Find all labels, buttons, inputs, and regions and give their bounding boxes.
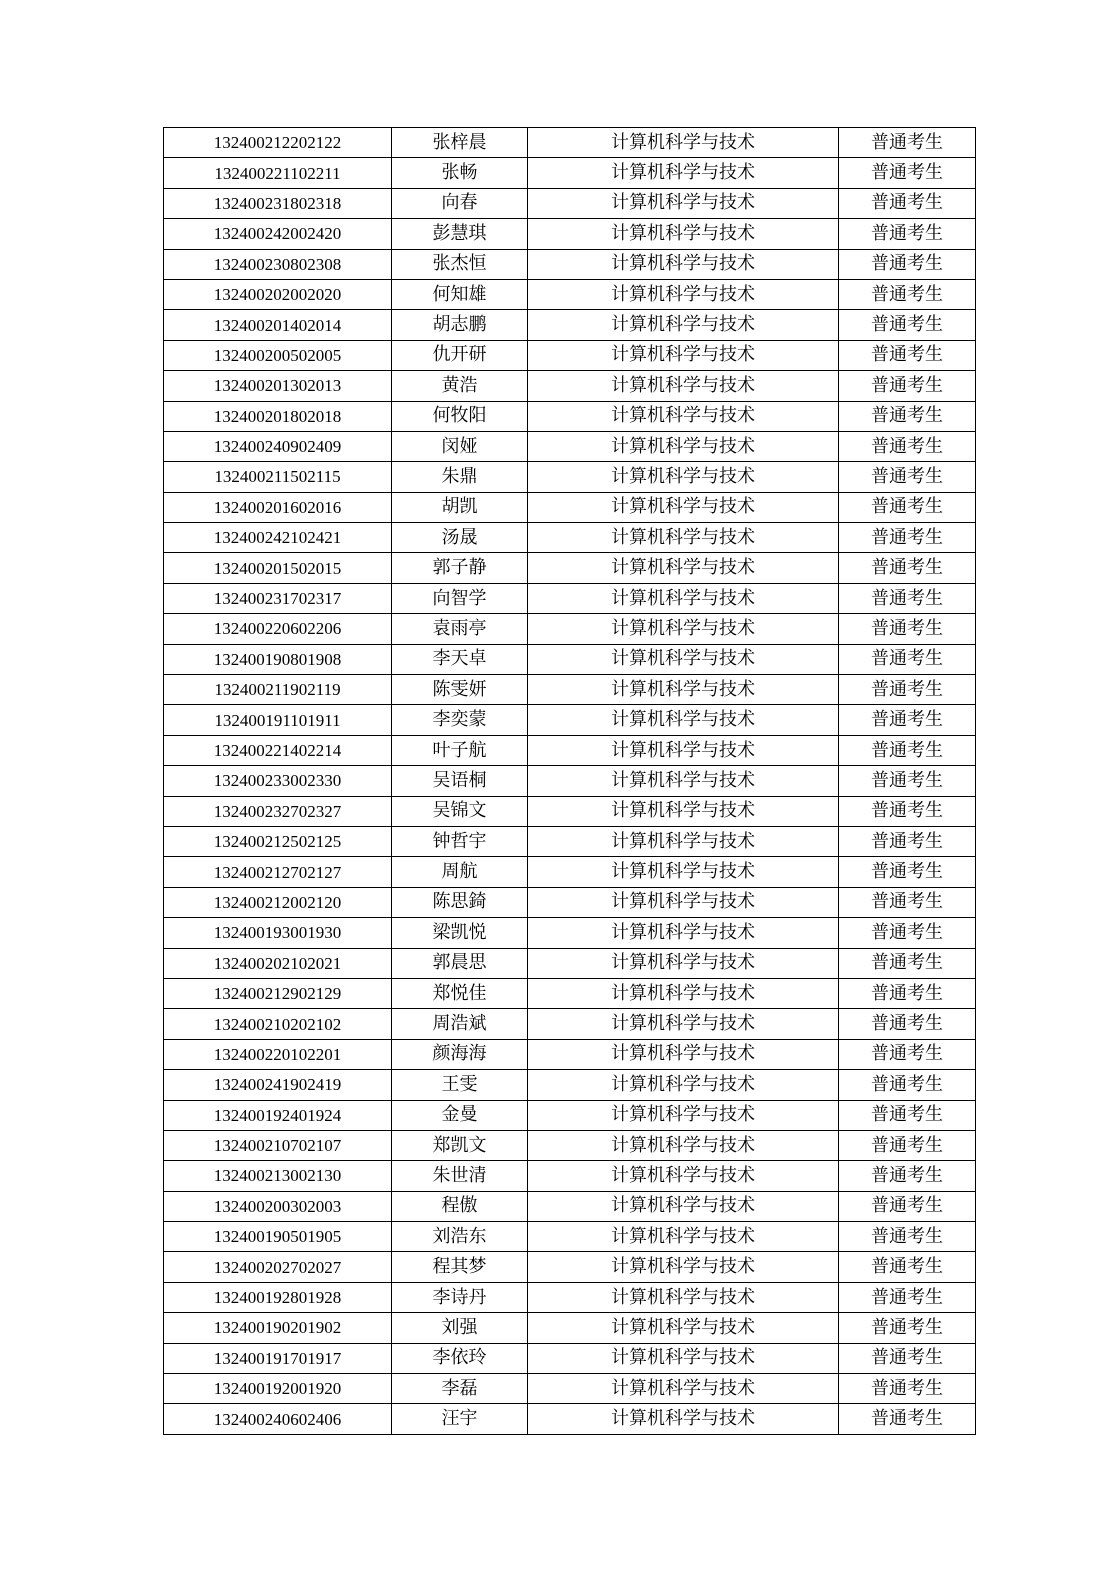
candidate-type-cell: 普通考生 (839, 948, 976, 978)
major-cell: 计算机科学与技术 (528, 188, 839, 218)
major-cell: 计算机科学与技术 (528, 1252, 839, 1282)
student-id-cell: 132400241902419 (164, 1070, 392, 1100)
table-row (164, 128, 976, 158)
student-id-cell: 132400190201902 (164, 1313, 392, 1343)
student-id-cell: 132400192001920 (164, 1374, 392, 1404)
candidate-type-cell: 普通考生 (839, 887, 976, 917)
major-cell: 计算机科学与技术 (528, 1161, 839, 1191)
student-name-cell: 吴语桐 (392, 766, 528, 796)
major-cell: 计算机科学与技术 (528, 583, 839, 613)
student-name-cell: 金曼 (392, 1100, 528, 1130)
major-cell: 计算机科学与技术 (528, 857, 839, 887)
candidate-type-cell: 普通考生 (839, 918, 976, 948)
major-cell: 计算机科学与技术 (528, 1282, 839, 1312)
table-row (164, 1039, 976, 1069)
candidate-type-cell: 普通考生 (839, 431, 976, 461)
student-name-cell: 朱鼎 (392, 462, 528, 492)
candidate-type-cell: 普通考生 (839, 644, 976, 674)
table-row (164, 705, 976, 735)
major-cell: 计算机科学与技术 (528, 219, 839, 249)
major-cell: 计算机科学与技术 (528, 796, 839, 826)
candidate-type-cell: 普通考生 (839, 1404, 976, 1434)
candidate-type-cell: 普通考生 (839, 1161, 976, 1191)
candidate-type-cell: 普通考生 (839, 1039, 976, 1069)
student-name-cell: 胡凯 (392, 492, 528, 522)
major-cell: 计算机科学与技术 (528, 340, 839, 370)
student-name-cell: 李奕蒙 (392, 705, 528, 735)
table-row (164, 1404, 976, 1434)
candidate-type-cell: 普通考生 (839, 188, 976, 218)
student-id-cell: 132400192401924 (164, 1100, 392, 1130)
table-row (164, 1100, 976, 1130)
student-name-cell: 向春 (392, 188, 528, 218)
table-row (164, 735, 976, 765)
table-row (164, 310, 976, 340)
table-row (164, 188, 976, 218)
student-id-cell: 132400190801908 (164, 644, 392, 674)
student-id-cell: 132400202002020 (164, 279, 392, 309)
student-roster-table (163, 127, 976, 1435)
major-cell: 计算机科学与技术 (528, 675, 839, 705)
student-name-cell: 张梓晨 (392, 128, 528, 158)
major-cell: 计算机科学与技术 (528, 735, 839, 765)
major-cell: 计算机科学与技术 (528, 705, 839, 735)
student-name-cell: 李依玲 (392, 1343, 528, 1373)
candidate-type-cell: 普通考生 (839, 1130, 976, 1160)
table-row (164, 857, 976, 887)
table-row (164, 826, 976, 856)
student-name-cell: 胡志鹏 (392, 310, 528, 340)
student-name-cell: 郑悦佳 (392, 978, 528, 1008)
student-name-cell: 钟哲宇 (392, 826, 528, 856)
student-name-cell: 汤晟 (392, 523, 528, 553)
student-name-cell: 仇开研 (392, 340, 528, 370)
student-id-cell: 132400202102021 (164, 948, 392, 978)
table-row (164, 401, 976, 431)
student-id-cell: 132400221102211 (164, 158, 392, 188)
major-cell: 计算机科学与技术 (528, 918, 839, 948)
table-row (164, 675, 976, 705)
table-row (164, 553, 976, 583)
candidate-type-cell: 普通考生 (839, 492, 976, 522)
student-id-cell: 132400242002420 (164, 219, 392, 249)
student-name-cell: 刘强 (392, 1313, 528, 1343)
student-id-cell: 132400211902119 (164, 675, 392, 705)
table-row (164, 796, 976, 826)
candidate-type-cell: 普通考生 (839, 553, 976, 583)
candidate-type-cell: 普通考生 (839, 401, 976, 431)
candidate-type-cell: 普通考生 (839, 371, 976, 401)
student-id-cell: 132400231802318 (164, 188, 392, 218)
student-name-cell: 郑凯文 (392, 1130, 528, 1160)
table-row (164, 1222, 976, 1252)
student-name-cell: 刘浩东 (392, 1222, 528, 1252)
table-row (164, 614, 976, 644)
table-row (164, 340, 976, 370)
table-row (164, 1252, 976, 1282)
table-row (164, 644, 976, 674)
student-id-cell: 132400200302003 (164, 1191, 392, 1221)
table-row (164, 1343, 976, 1373)
student-id-cell: 132400191101911 (164, 705, 392, 735)
student-name-cell: 陈思錡 (392, 887, 528, 917)
candidate-type-cell: 普通考生 (839, 1282, 976, 1312)
student-name-cell: 郭晨思 (392, 948, 528, 978)
student-id-cell: 132400240902409 (164, 431, 392, 461)
candidate-type-cell: 普通考生 (839, 340, 976, 370)
student-id-cell: 132400220602206 (164, 614, 392, 644)
table-row (164, 948, 976, 978)
student-name-cell: 张杰恒 (392, 249, 528, 279)
candidate-type-cell: 普通考生 (839, 249, 976, 279)
student-name-cell: 程傲 (392, 1191, 528, 1221)
student-id-cell: 132400212202122 (164, 128, 392, 158)
student-id-cell: 132400191701917 (164, 1343, 392, 1373)
student-name-cell: 李诗丹 (392, 1282, 528, 1312)
student-name-cell: 黄浩 (392, 371, 528, 401)
candidate-type-cell: 普通考生 (839, 978, 976, 1008)
candidate-type-cell: 普通考生 (839, 128, 976, 158)
student-id-cell: 132400192801928 (164, 1282, 392, 1312)
major-cell: 计算机科学与技术 (528, 1404, 839, 1434)
major-cell: 计算机科学与技术 (528, 128, 839, 158)
major-cell: 计算机科学与技术 (528, 249, 839, 279)
candidate-type-cell: 普通考生 (839, 1191, 976, 1221)
table-row (164, 492, 976, 522)
student-id-cell: 132400201802018 (164, 401, 392, 431)
candidate-type-cell: 普通考生 (839, 735, 976, 765)
table-row (164, 249, 976, 279)
student-name-cell: 陈雯妍 (392, 675, 528, 705)
major-cell: 计算机科学与技术 (528, 371, 839, 401)
table-row (164, 978, 976, 1008)
major-cell: 计算机科学与技术 (528, 644, 839, 674)
student-id-cell: 132400201502015 (164, 553, 392, 583)
student-id-cell: 132400212502125 (164, 826, 392, 856)
major-cell: 计算机科学与技术 (528, 158, 839, 188)
student-id-cell: 132400211502115 (164, 462, 392, 492)
student-name-cell: 程其梦 (392, 1252, 528, 1282)
candidate-type-cell: 普通考生 (839, 583, 976, 613)
student-name-cell: 彭慧琪 (392, 219, 528, 249)
student-name-cell: 叶子航 (392, 735, 528, 765)
major-cell: 计算机科学与技术 (528, 1039, 839, 1069)
student-id-cell: 132400221402214 (164, 735, 392, 765)
major-cell: 计算机科学与技术 (528, 523, 839, 553)
student-name-cell: 周航 (392, 857, 528, 887)
table-row (164, 1070, 976, 1100)
table-row (164, 583, 976, 613)
student-name-cell: 张畅 (392, 158, 528, 188)
major-cell: 计算机科学与技术 (528, 978, 839, 1008)
student-id-cell: 132400210702107 (164, 1130, 392, 1160)
candidate-type-cell: 普通考生 (839, 523, 976, 553)
major-cell: 计算机科学与技术 (528, 1313, 839, 1343)
candidate-type-cell: 普通考生 (839, 675, 976, 705)
student-name-cell: 颜海海 (392, 1039, 528, 1069)
student-id-cell: 132400233002330 (164, 766, 392, 796)
candidate-type-cell: 普通考生 (839, 857, 976, 887)
table-row (164, 158, 976, 188)
student-id-cell: 132400201302013 (164, 371, 392, 401)
student-name-cell: 李磊 (392, 1374, 528, 1404)
student-id-cell: 132400240602406 (164, 1404, 392, 1434)
major-cell: 计算机科学与技术 (528, 431, 839, 461)
student-id-cell: 132400201602016 (164, 492, 392, 522)
major-cell: 计算机科学与技术 (528, 887, 839, 917)
candidate-type-cell: 普通考生 (839, 219, 976, 249)
student-id-cell: 132400210202102 (164, 1009, 392, 1039)
candidate-type-cell: 普通考生 (839, 1100, 976, 1130)
student-id-cell: 132400190501905 (164, 1222, 392, 1252)
table-row (164, 1161, 976, 1191)
student-id-cell: 132400242102421 (164, 523, 392, 553)
table-row (164, 1374, 976, 1404)
student-id-cell: 132400231702317 (164, 583, 392, 613)
student-name-cell: 李天卓 (392, 644, 528, 674)
table-row (164, 766, 976, 796)
candidate-type-cell: 普通考生 (839, 705, 976, 735)
candidate-type-cell: 普通考生 (839, 826, 976, 856)
candidate-type-cell: 普通考生 (839, 1343, 976, 1373)
student-name-cell: 向智学 (392, 583, 528, 613)
major-cell: 计算机科学与技术 (528, 1100, 839, 1130)
student-id-cell: 132400230802308 (164, 249, 392, 279)
student-name-cell: 何牧阳 (392, 401, 528, 431)
major-cell: 计算机科学与技术 (528, 1130, 839, 1160)
student-name-cell: 朱世清 (392, 1161, 528, 1191)
student-name-cell: 梁凯悦 (392, 918, 528, 948)
table-row (164, 462, 976, 492)
candidate-type-cell: 普通考生 (839, 158, 976, 188)
candidate-type-cell: 普通考生 (839, 1374, 976, 1404)
major-cell: 计算机科学与技术 (528, 1374, 839, 1404)
student-id-cell: 132400212902129 (164, 978, 392, 1008)
candidate-type-cell: 普通考生 (839, 766, 976, 796)
student-id-cell: 132400201402014 (164, 310, 392, 340)
major-cell: 计算机科学与技术 (528, 1191, 839, 1221)
major-cell: 计算机科学与技术 (528, 553, 839, 583)
candidate-type-cell: 普通考生 (839, 1070, 976, 1100)
student-id-cell: 132400200502005 (164, 340, 392, 370)
major-cell: 计算机科学与技术 (528, 826, 839, 856)
student-name-cell: 吴锦文 (392, 796, 528, 826)
student-name-cell: 何知雄 (392, 279, 528, 309)
candidate-type-cell: 普通考生 (839, 310, 976, 340)
student-id-cell: 132400193001930 (164, 918, 392, 948)
student-name-cell: 闵娅 (392, 431, 528, 461)
candidate-type-cell: 普通考生 (839, 1252, 976, 1282)
table-row (164, 219, 976, 249)
major-cell: 计算机科学与技术 (528, 1009, 839, 1039)
candidate-type-cell: 普通考生 (839, 1222, 976, 1252)
student-id-cell: 132400202702027 (164, 1252, 392, 1282)
table-row (164, 1009, 976, 1039)
student-name-cell: 汪宇 (392, 1404, 528, 1434)
table-row (164, 279, 976, 309)
table-row (164, 431, 976, 461)
roster-body (164, 128, 976, 1435)
major-cell: 计算机科学与技术 (528, 492, 839, 522)
major-cell: 计算机科学与技术 (528, 614, 839, 644)
table-row (164, 523, 976, 553)
candidate-type-cell: 普通考生 (839, 614, 976, 644)
table-row (164, 371, 976, 401)
candidate-type-cell: 普通考生 (839, 462, 976, 492)
major-cell: 计算机科学与技术 (528, 1343, 839, 1373)
candidate-type-cell: 普通考生 (839, 1313, 976, 1343)
student-id-cell: 132400232702327 (164, 796, 392, 826)
table-row (164, 1282, 976, 1312)
table-row (164, 887, 976, 917)
table-row (164, 1130, 976, 1160)
table-row (164, 918, 976, 948)
candidate-type-cell: 普通考生 (839, 1009, 976, 1039)
major-cell: 计算机科学与技术 (528, 279, 839, 309)
major-cell: 计算机科学与技术 (528, 948, 839, 978)
major-cell: 计算机科学与技术 (528, 310, 839, 340)
major-cell: 计算机科学与技术 (528, 1070, 839, 1100)
major-cell: 计算机科学与技术 (528, 766, 839, 796)
major-cell: 计算机科学与技术 (528, 401, 839, 431)
student-id-cell: 132400212002120 (164, 887, 392, 917)
student-id-cell: 132400213002130 (164, 1161, 392, 1191)
major-cell: 计算机科学与技术 (528, 462, 839, 492)
student-id-cell: 132400220102201 (164, 1039, 392, 1069)
student-name-cell: 袁雨亭 (392, 614, 528, 644)
candidate-type-cell: 普通考生 (839, 279, 976, 309)
student-name-cell: 郭子静 (392, 553, 528, 583)
table-row (164, 1191, 976, 1221)
student-id-cell: 132400212702127 (164, 857, 392, 887)
student-name-cell: 周浩斌 (392, 1009, 528, 1039)
table-row (164, 1313, 976, 1343)
candidate-type-cell: 普通考生 (839, 796, 976, 826)
major-cell: 计算机科学与技术 (528, 1222, 839, 1252)
student-name-cell: 王雯 (392, 1070, 528, 1100)
